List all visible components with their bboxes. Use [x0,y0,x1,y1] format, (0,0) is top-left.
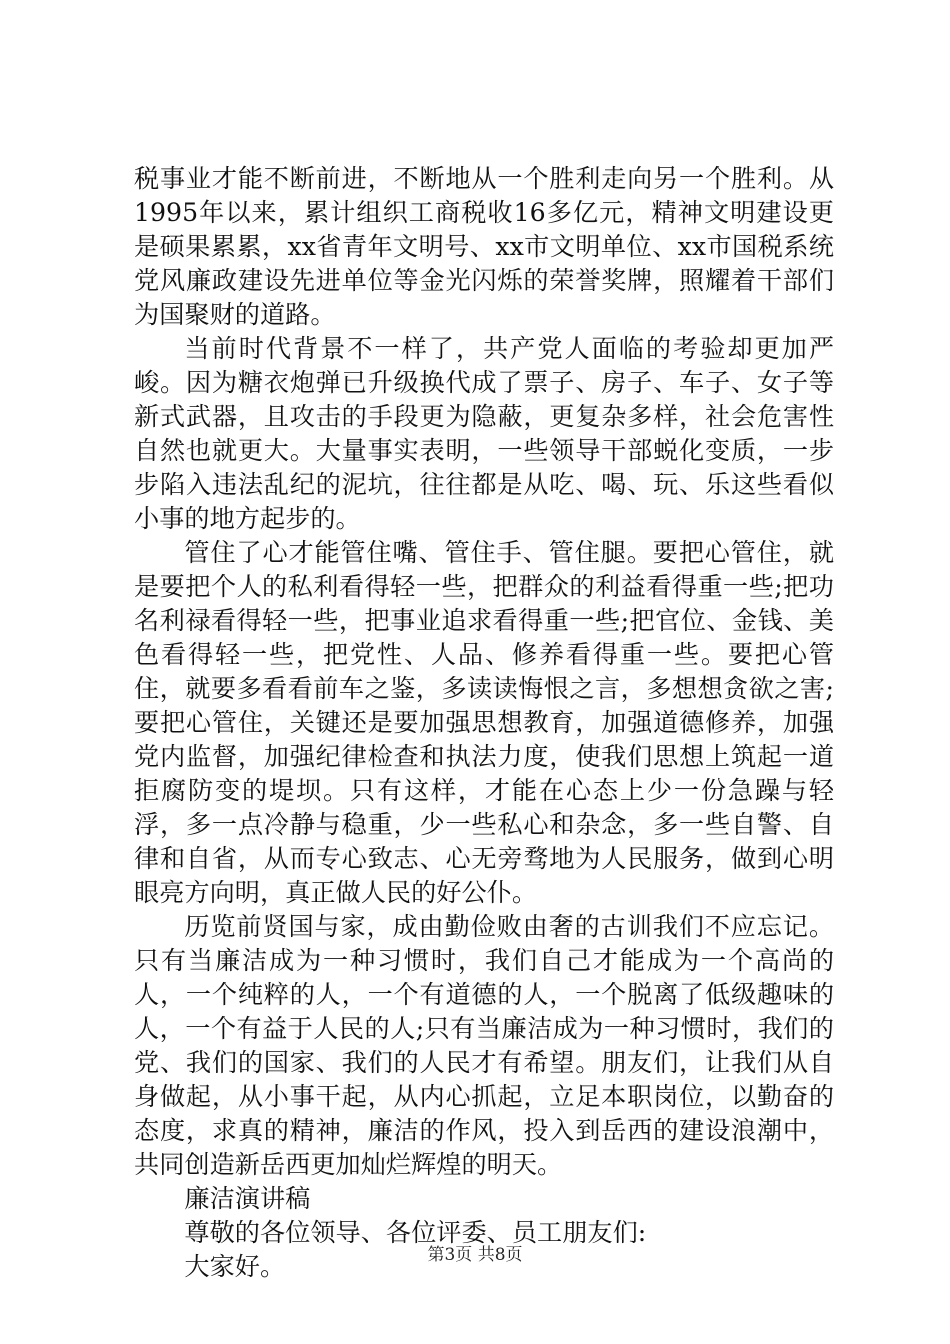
paragraph-era-challenge: 当前时代背景不一样了，共产党人面临的考验却更加严峻。因为糖衣炮弹已升级换代成了票子、房子、车子、女子等新式武器，且攻击的手段更为隐蔽，更复杂多样，社会危害性自然也就更大。大量事实表明，一些领导干部蜕化变质，一步步陷入违法乱纪的泥坑，往往都是从吃、喝、玩、乐这些看似小事的地方起步的。 [134,334,834,533]
paragraph-integrity-habit: 历览前贤国与家，成由勤俭败由奢的古训我们不应忘记。只有当廉洁成为一种习惯时，我们自己才能成为一个高尚的人，一个纯粹的人，一个有道德的人，一个脱离了低级趣味的人，一个有益于人民的人;只有当廉洁成为一种习惯时，我们的党、我们的国家、我们的人民才有希望。朋友们，让我们从自身做起，从小事干起，从内心抓起，立足本职岗位，以勤奋的态度，求真的精神，廉洁的作风，投入到岳西的建设浪潮中，共同创造新岳西更加灿烂辉煌的明天。 [134,912,834,1179]
document-body [134,162,834,1284]
paragraph-continued: 税事业才能不断前进，不断地从一个胜利走向另一个胜利。从1995年以来，累计组织工商税收16多亿元，精神文明建设更是硕果累累，xx省青年文明号、xx市文明单位、xx市国税系统党风廉政建设先进单位等金光闪烁的荣誉奖牌，照耀着干部们为国聚财的道路。 [134,164,834,329]
speech-salutation: 尊敬的各位领导、各位评委、员工朋友们: [184,1218,647,1247]
speech-heading: 廉洁演讲稿 [184,1184,311,1213]
speech-greeting: 大家好。 [184,1252,286,1281]
paragraph-guard-heart: 管住了心才能管住嘴、管住手、管住腿。要把心管住，就是要把个人的私利看得轻一些，把群众的利益看得重一些;把功名利禄看得轻一些，把事业追求看得重一些;把官位、金钱、美色看得轻一些，把党性、人品、修养看得重一些。要把心管住，就要多看看前车之鉴，多读读悔恨之言，多想想贪欲之害;要把心管住，关键还是要加强思想教育，加强道德修养，加强党内监督，加强纪律检查和执法力度，使我们思想上筑起一道拒腐防变的堤坝。只有这样，才能在心态上少一份急躁与轻浮，多一点冷静与稳重，少一些私心和杂念，多一些自警、自律和自省，从而专心致志、心无旁骛地为人民服务，做到心明眼亮方向明，真正做人民的好公仆。 [134,538,834,907]
page-footer: 第3页 共8页 [427,1245,523,1265]
